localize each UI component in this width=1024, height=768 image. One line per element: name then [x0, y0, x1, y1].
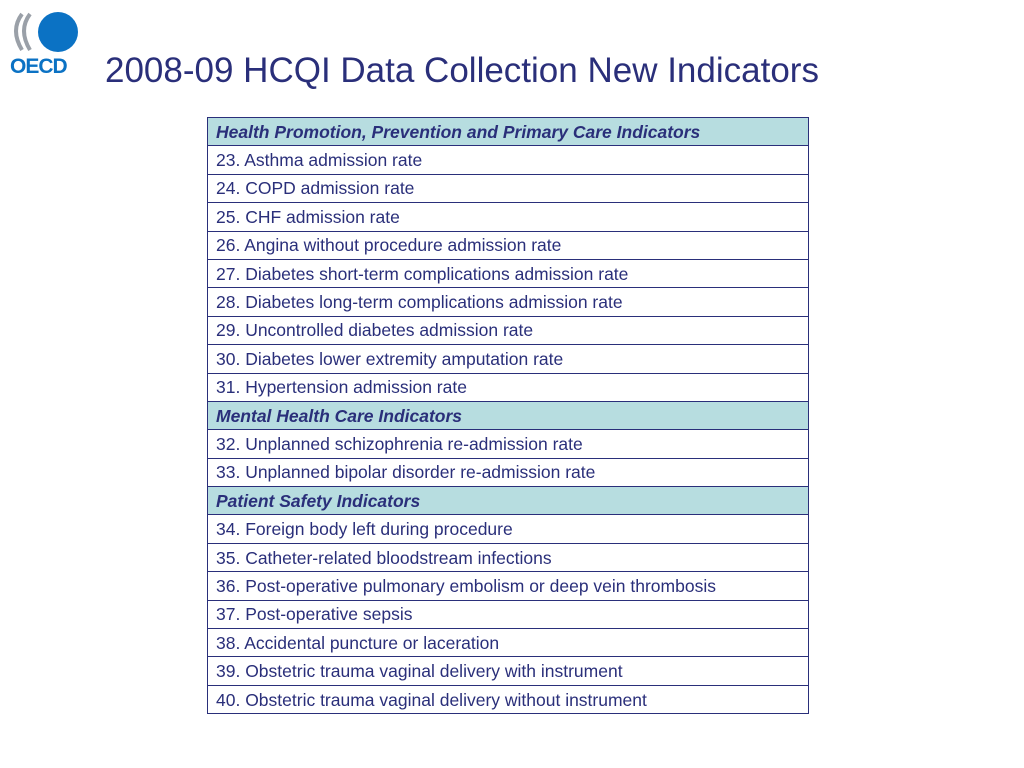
table-row	[208, 203, 809, 231]
table-row	[208, 146, 809, 174]
indicator-name: 25. CHF admission rate	[208, 203, 809, 231]
indicator-name: 31. Hypertension admission rate	[208, 373, 809, 401]
table-row	[208, 543, 809, 571]
table-row	[208, 373, 809, 401]
indicator-name: 30. Diabetes lower extremity amputation rate	[208, 345, 809, 373]
table-row	[208, 458, 809, 486]
table-row	[208, 657, 809, 685]
indicator-name: 27. Diabetes short-term complications admission rate	[208, 259, 809, 287]
indicator-name: 40. Obstetric trauma vaginal delivery without instrument	[208, 685, 809, 713]
indicators-table	[207, 117, 809, 714]
table-row	[208, 515, 809, 543]
indicator-name: 28. Diabetes long-term complications admission rate	[208, 288, 809, 316]
section-title: Health Promotion, Prevention and Primary Care Indicators	[208, 118, 809, 146]
table-section-header	[208, 118, 809, 146]
indicator-name: 33. Unplanned bipolar disorder re-admission rate	[208, 458, 809, 486]
indicator-name: 34. Foreign body left during procedure	[208, 515, 809, 543]
table-row	[208, 600, 809, 628]
indicator-name: 39. Obstetric trauma vaginal delivery with instrument	[208, 657, 809, 685]
indicator-name: 35. Catheter-related bloodstream infections	[208, 543, 809, 571]
indicator-name: 32. Unplanned schizophrenia re-admission rate	[208, 430, 809, 458]
table-row	[208, 259, 809, 287]
table-row	[208, 685, 809, 713]
table-row	[208, 430, 809, 458]
table-row	[208, 629, 809, 657]
indicator-name: 38. Accidental puncture or laceration	[208, 629, 809, 657]
table-section-header	[208, 401, 809, 429]
table-row	[208, 572, 809, 600]
table-row	[208, 316, 809, 344]
indicator-name: 29. Uncontrolled diabetes admission rate	[208, 316, 809, 344]
section-title: Mental Health Care Indicators	[208, 401, 809, 429]
indicators-table-body	[208, 118, 809, 714]
table-row	[208, 345, 809, 373]
table-section-header	[208, 487, 809, 515]
section-title: Patient Safety Indicators	[208, 487, 809, 515]
page-title: 2008-09 HCQI Data Collection New Indicators	[105, 51, 819, 90]
table-row	[208, 174, 809, 202]
table-row	[208, 288, 809, 316]
indicator-name: 23. Asthma admission rate	[208, 146, 809, 174]
oecd-logo-text: OECD	[10, 55, 67, 78]
indicator-name: 26. Angina without procedure admission rate	[208, 231, 809, 259]
oecd-logo-icon	[8, 10, 80, 60]
indicator-name: 36. Post-operative pulmonary embolism or deep vein thrombosis	[208, 572, 809, 600]
indicator-name: 37. Post-operative sepsis	[208, 600, 809, 628]
indicator-name: 24. COPD admission rate	[208, 174, 809, 202]
table-row	[208, 231, 809, 259]
